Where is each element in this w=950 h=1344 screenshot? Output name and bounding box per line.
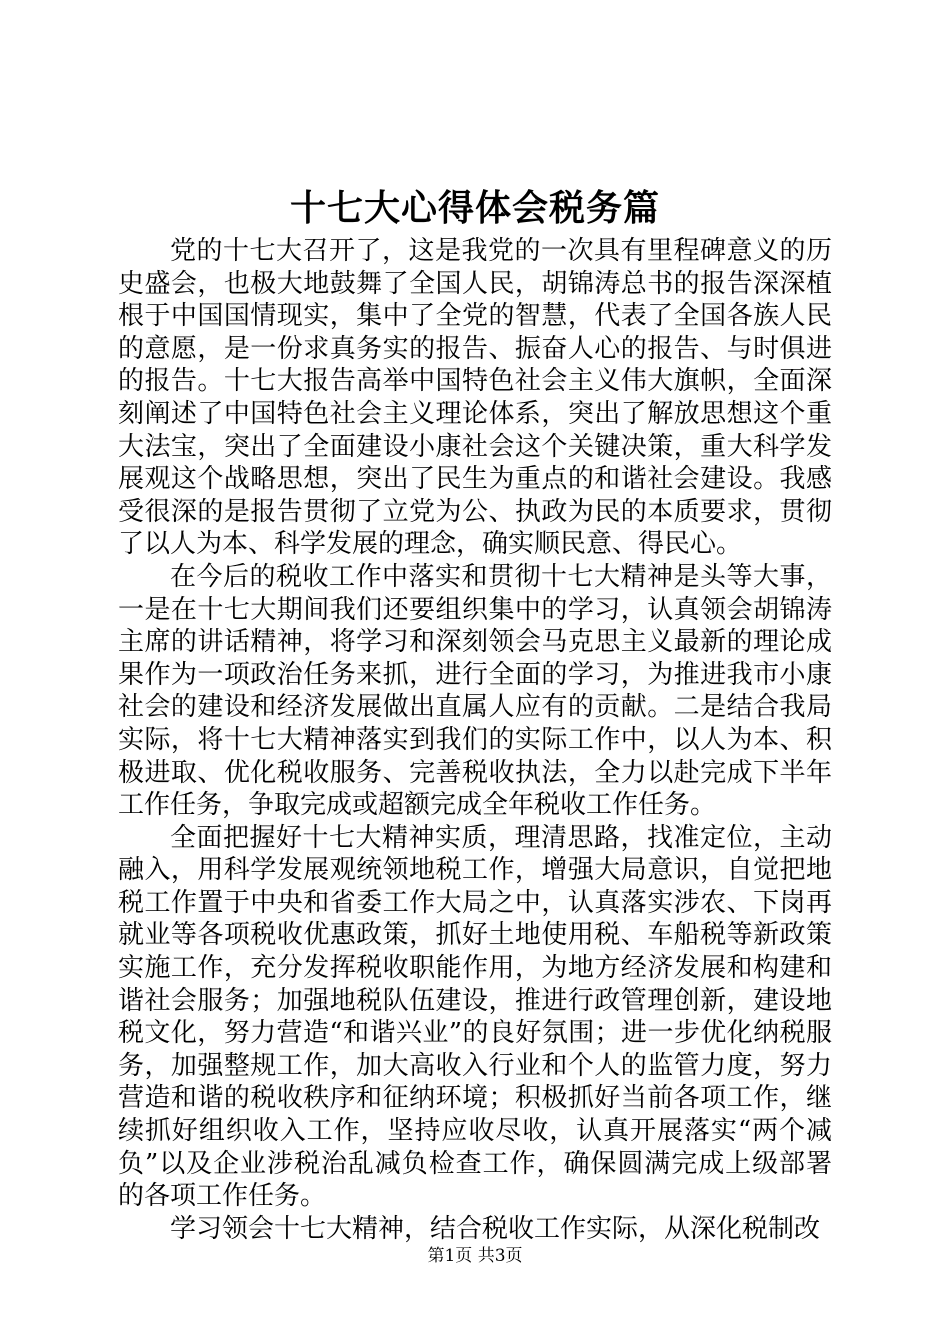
document-body xyxy=(118,235,832,1245)
page-footer: 第1页 共3页 xyxy=(427,1246,523,1266)
paragraph-3: 全面把握好十七大精神实质，理清思路，找准定位，主动融入，用科学发展观统领地税工作，增强大局意识，自觉把地税工作置于中央和省委工作大局之中，认真落实涉农、下岗再就业等各项税收优惠政策，抓好土地使用税、车船税等新政策实施工作，充分发挥税收职能作用，为地方经济发展和构建和谐社会服务；加强地税队伍建设，推进行政管理创新，建设地税文化，努力营造“和谐兴业”的良好氛围；进一步优化纳税服务，加强整规工作，加大高收入行业和个人的监管力度，努力营造和谐的税收秩序和征纳环境；积极抓好当前各项工作，继续抓好组织收入工作，坚持应收尽收，认真开展落实“两个减负”以及企业涉税治乱减负检查工作，确保圆满完成上级部署的各项工作任务。 xyxy=(118,822,832,1212)
paragraph-2: 在今后的税收工作中落实和贯彻十七大精神是头等大事，一是在十七大期间我们还要组织集中的学习，认真领会胡锦涛主席的讲话精神，将学习和深刻领会马克思主义最新的理论成果作为一项政治任务来抓，进行全面的学习，为推进我市小康社会的建设和经济发展做出直属人应有的贡献。二是结合我局实际，将十七大精神落实到我们的实际工作中，以人为本、积极进取、优化税收服务、完善税收执法，全力以赴完成下半年工作任务，争取完成或超额完成全年税收工作任务。 xyxy=(118,561,832,821)
paragraph-4: 学习领会十七大精神，结合税收工作实际，从深化税制改 xyxy=(170,1213,821,1244)
document-title: 十七大心得体会税务篇 xyxy=(289,187,660,229)
paragraph-1: 党的十七大召开了，这是我党的一次具有里程碑意义的历史盛会，也极大地鼓舞了全国人民，胡锦涛总书的报告深深植根于中国国情现实，集中了全党的智慧，代表了全国各族人民的意愿，是一份求真务实的报告、振奋人心的报告、与时俱进的报告。十七大报告高举中国特色社会主义伟大旗帜，全面深刻阐述了中国特色社会主义理论体系，突出了解放思想这个重大法宝，突出了全面建设小康社会这个关键决策，重大科学发展观这个战略思想，突出了民生为重点的和谐社会建设。我感受很深的是报告贯彻了立党为公、执政为民的本质要求，贯彻了以人为本、科学发展的理念，确实顺民意、得民心。 xyxy=(118,236,832,560)
